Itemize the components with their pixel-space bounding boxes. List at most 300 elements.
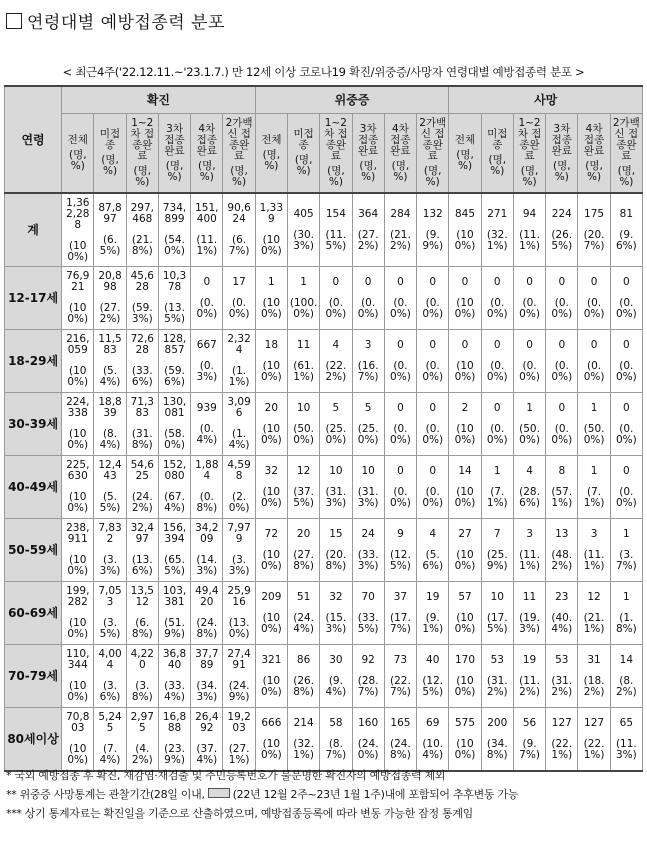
column-header-unit: (명, %) bbox=[327, 165, 345, 188]
table-cell bbox=[223, 708, 255, 772]
cell-percent: (0.0%) bbox=[228, 296, 250, 320]
cell-percent: (100%) bbox=[260, 359, 282, 383]
table-cell bbox=[481, 330, 513, 393]
cell-percent: (0.0%) bbox=[390, 359, 411, 383]
cell-count: 321 bbox=[261, 653, 282, 666]
cell-percent: (22.2%) bbox=[325, 359, 347, 383]
cell-percent: (59.3%) bbox=[131, 302, 153, 325]
cell-count: 27 bbox=[458, 527, 472, 540]
table-cell bbox=[578, 193, 610, 267]
table-cell bbox=[94, 708, 126, 772]
table-cell bbox=[255, 330, 287, 393]
column-header-unit: (명, %) bbox=[391, 159, 410, 183]
column-header-unit: (명, %) bbox=[230, 165, 248, 188]
column-header bbox=[352, 114, 384, 194]
cell-percent: (100%) bbox=[454, 548, 476, 572]
cell-percent: (33.3%) bbox=[357, 548, 379, 572]
table-cell bbox=[384, 267, 416, 330]
table-cell bbox=[352, 582, 384, 645]
cell-count: 23 bbox=[555, 590, 569, 603]
cell-count: 200 bbox=[487, 716, 508, 729]
column-header bbox=[578, 114, 610, 194]
column-header bbox=[481, 114, 513, 194]
table-cell bbox=[158, 645, 190, 708]
footnote-1: * 국외 예방접종 후 확진, 재감염·재검출 및 주민등록번호가 불분명한 확진자의 예방접종력 제외 bbox=[6, 769, 446, 782]
column-header-unit: (명, %) bbox=[198, 159, 216, 183]
cell-count: 94 bbox=[522, 207, 537, 220]
cell-percent: (21.8%) bbox=[131, 234, 153, 257]
cell-count: 405 bbox=[293, 207, 314, 220]
table-row bbox=[5, 645, 643, 708]
column-header-unit: (명, %) bbox=[617, 165, 636, 188]
cell-count: 10 bbox=[361, 464, 375, 477]
table-cell bbox=[610, 519, 642, 582]
table-cell bbox=[126, 519, 158, 582]
column-header-label: 2가백신 접종완료 bbox=[225, 117, 253, 162]
cell-percent: (100%) bbox=[67, 554, 89, 577]
cell-percent: (24.9%) bbox=[228, 680, 250, 703]
column-header-label: 미접종 bbox=[293, 128, 314, 151]
cell-percent: (48.2%) bbox=[551, 548, 573, 572]
column-header bbox=[546, 114, 578, 194]
group-header-confirmed: 확진 bbox=[62, 86, 256, 114]
cell-count: 103,381 bbox=[162, 585, 187, 608]
cell-count: 10 bbox=[490, 590, 504, 603]
cell-count: 1 bbox=[268, 275, 275, 288]
cell-count: 4,598 bbox=[227, 459, 251, 482]
cell-count: 4,220 bbox=[130, 648, 154, 671]
cell-count: 25,916 bbox=[227, 585, 251, 608]
cell-count: 45,628 bbox=[130, 270, 154, 293]
checkbox-square-icon bbox=[6, 13, 22, 29]
table-cell bbox=[546, 708, 578, 772]
cell-count: 3 bbox=[526, 527, 533, 540]
cell-percent: (0.0%) bbox=[390, 485, 411, 509]
age-cell: 40-49세 bbox=[5, 456, 62, 519]
cell-count: 37 bbox=[393, 590, 408, 603]
cell-count: 0 bbox=[493, 338, 501, 351]
cell-count: 939 bbox=[196, 401, 217, 414]
cell-count: 65 bbox=[619, 716, 634, 729]
table-cell bbox=[352, 645, 384, 708]
column-header bbox=[191, 114, 223, 194]
cell-percent: (0.0%) bbox=[615, 422, 637, 446]
cell-percent: (100%) bbox=[454, 359, 476, 383]
cell-percent: (100%) bbox=[454, 296, 476, 320]
table-cell bbox=[610, 645, 642, 708]
cell-percent: (27.8%) bbox=[293, 548, 315, 572]
cell-count: 224,338 bbox=[66, 396, 90, 419]
table-cell bbox=[513, 267, 545, 330]
table-cell bbox=[223, 267, 255, 330]
cell-percent: (100%) bbox=[260, 422, 282, 446]
cell-percent: (0.0%) bbox=[486, 422, 508, 446]
cell-percent: (20.8%) bbox=[325, 548, 347, 572]
table-cell bbox=[158, 267, 190, 330]
cell-count: 0 bbox=[429, 401, 437, 414]
cell-percent: (32.1%) bbox=[486, 228, 508, 252]
column-header-label: 4차 접종완료 bbox=[583, 122, 605, 157]
table-cell bbox=[352, 193, 384, 267]
cell-percent: (9.7%) bbox=[519, 737, 540, 761]
cell-count: 31 bbox=[587, 653, 601, 666]
table-cell bbox=[449, 267, 481, 330]
column-header bbox=[255, 114, 287, 194]
table-cell bbox=[94, 267, 126, 330]
table-row bbox=[5, 708, 643, 772]
cell-count: 225,630 bbox=[66, 459, 90, 482]
table-cell bbox=[610, 267, 642, 330]
cell-percent: (54.0%) bbox=[164, 234, 185, 257]
table-cell bbox=[287, 708, 319, 772]
cell-count: 56 bbox=[522, 716, 537, 729]
table-cell bbox=[223, 193, 255, 267]
column-header bbox=[384, 114, 416, 194]
cell-count: 666 bbox=[261, 716, 282, 729]
table-cell bbox=[255, 193, 287, 267]
table-cell bbox=[546, 193, 578, 267]
table-cell bbox=[158, 519, 190, 582]
legend-box-icon bbox=[208, 788, 230, 798]
table-cell bbox=[481, 193, 513, 267]
table-cell bbox=[255, 708, 287, 772]
table-row bbox=[5, 193, 643, 267]
cell-count: 0 bbox=[332, 275, 340, 288]
cell-percent: (7.1%) bbox=[486, 485, 508, 509]
table-cell bbox=[191, 267, 223, 330]
table-cell bbox=[546, 267, 578, 330]
cell-count: 11 bbox=[296, 338, 311, 351]
cell-percent: (0.0%) bbox=[325, 296, 347, 320]
cell-count: 70 bbox=[361, 590, 375, 603]
cell-percent: (3.5%) bbox=[99, 617, 121, 640]
cell-count: 175 bbox=[584, 207, 605, 220]
cell-count: 271 bbox=[487, 207, 508, 220]
cell-percent: (31.2%) bbox=[486, 674, 508, 698]
cell-percent: (1.8%) bbox=[615, 611, 637, 635]
table-cell bbox=[287, 519, 319, 582]
cell-count: 0 bbox=[623, 464, 630, 477]
cell-count: 70,803 bbox=[66, 711, 90, 734]
column-header-label: 4차 접종완료 bbox=[390, 122, 411, 157]
table-cell bbox=[158, 193, 190, 267]
cell-count: 128,857 bbox=[162, 333, 187, 356]
cell-percent: (13.6%) bbox=[131, 554, 153, 577]
cell-count: 2 bbox=[461, 401, 469, 414]
cell-percent: (100%) bbox=[260, 548, 282, 572]
age-cell: 계 bbox=[5, 193, 62, 267]
table-cell bbox=[255, 582, 287, 645]
cell-count: 14 bbox=[619, 653, 634, 666]
cell-count: 40 bbox=[426, 653, 440, 666]
cell-count: 0 bbox=[623, 401, 630, 414]
table-row bbox=[5, 330, 643, 393]
cell-percent: (11.5%) bbox=[325, 228, 347, 252]
cell-percent: (12.5%) bbox=[422, 674, 444, 698]
age-cell: 30-39세 bbox=[5, 393, 62, 456]
cell-count: 49,420 bbox=[195, 585, 219, 608]
cell-count: 7,832 bbox=[98, 522, 122, 545]
cell-count: 90,624 bbox=[227, 202, 251, 225]
cell-percent: (31.3%) bbox=[325, 485, 347, 509]
cell-count: 667 bbox=[196, 338, 217, 351]
table-cell bbox=[320, 645, 352, 708]
table-cell bbox=[513, 456, 545, 519]
cell-count: 18,839 bbox=[98, 396, 122, 419]
column-header bbox=[320, 114, 352, 194]
column-header bbox=[126, 114, 158, 194]
cell-percent: (26.8%) bbox=[293, 674, 315, 698]
cell-percent: (65.5%) bbox=[164, 554, 185, 577]
cell-count: 156,394 bbox=[162, 522, 187, 545]
cell-count: 575 bbox=[454, 716, 476, 729]
cell-percent: (0.0%) bbox=[390, 422, 411, 446]
age-header: 연령 bbox=[5, 86, 62, 193]
table-cell bbox=[158, 582, 190, 645]
cell-count: 1,884 bbox=[195, 459, 219, 482]
table-cell bbox=[191, 393, 223, 456]
cell-percent: (50.0%) bbox=[583, 422, 605, 446]
cell-percent: (0.0%) bbox=[486, 296, 508, 320]
column-header-unit: (명, %) bbox=[423, 165, 442, 188]
table-cell bbox=[352, 708, 384, 772]
cell-percent: (33.5%) bbox=[357, 611, 379, 635]
cell-percent: (13.5%) bbox=[164, 302, 185, 325]
cell-percent: (50.0%) bbox=[293, 422, 315, 446]
table-cell bbox=[94, 582, 126, 645]
cell-count: 30 bbox=[329, 653, 343, 666]
cell-percent: (17.5%) bbox=[486, 611, 508, 635]
column-header-unit: (명, %) bbox=[262, 148, 281, 172]
cell-percent: (0.0%) bbox=[519, 359, 540, 383]
cell-percent: (23.9%) bbox=[164, 743, 185, 766]
cell-count: 14 bbox=[458, 464, 472, 477]
cell-count: 216,059 bbox=[66, 333, 90, 356]
cell-percent: (34.8%) bbox=[486, 737, 508, 761]
column-header-unit: (명, %) bbox=[585, 159, 603, 183]
cell-count: 127 bbox=[584, 716, 605, 729]
cell-count: 154 bbox=[325, 207, 346, 220]
cell-percent: (27.2%) bbox=[99, 302, 121, 325]
cell-count: 297,468 bbox=[130, 202, 154, 225]
table-cell bbox=[417, 267, 449, 330]
cell-percent: (0.0%) bbox=[615, 359, 637, 383]
cell-percent: (30.3%) bbox=[293, 228, 315, 252]
cell-percent: (100%) bbox=[454, 422, 476, 446]
cell-percent: (7.4%) bbox=[99, 743, 121, 766]
cell-count: 1 bbox=[590, 401, 598, 414]
cell-percent: (100%) bbox=[67, 239, 89, 263]
table-cell bbox=[255, 267, 287, 330]
column-header bbox=[94, 114, 126, 194]
column-header-unit: (명, %) bbox=[133, 165, 152, 188]
table-cell bbox=[191, 456, 223, 519]
table-cell bbox=[126, 393, 158, 456]
cell-percent: (25.0%) bbox=[325, 422, 347, 446]
table-cell bbox=[223, 645, 255, 708]
cell-percent: (5.4%) bbox=[99, 365, 121, 388]
table-cell bbox=[578, 519, 610, 582]
cell-count: 199,282 bbox=[66, 585, 90, 608]
cell-percent: (0.0%) bbox=[422, 296, 444, 320]
cell-count: 0 bbox=[461, 338, 469, 351]
table-cell bbox=[449, 393, 481, 456]
column-header-label: 1~2차 접종완료 bbox=[130, 117, 155, 162]
cell-percent: (11.1%) bbox=[519, 548, 540, 572]
table-cell bbox=[287, 267, 319, 330]
cell-count: 19 bbox=[522, 653, 537, 666]
table-cell bbox=[158, 456, 190, 519]
cell-count: 1 bbox=[300, 275, 307, 288]
cell-count: 1,362,288 bbox=[66, 196, 90, 231]
cell-count: 4 bbox=[526, 464, 533, 477]
cell-count: 4 bbox=[332, 338, 340, 351]
cell-count: 1,339 bbox=[259, 202, 284, 225]
table-cell bbox=[513, 393, 545, 456]
cell-percent: (0.0%) bbox=[357, 296, 379, 320]
cell-percent: (100%) bbox=[67, 743, 89, 766]
cell-percent: (0.0%) bbox=[583, 359, 605, 383]
cell-percent: (9.4%) bbox=[325, 674, 347, 698]
column-header-unit: (명, %) bbox=[68, 148, 87, 172]
column-header bbox=[513, 114, 545, 194]
table-cell bbox=[352, 330, 384, 393]
cell-count: 3 bbox=[364, 338, 372, 351]
table-cell bbox=[384, 393, 416, 456]
table-cell bbox=[287, 393, 319, 456]
table-cell bbox=[449, 708, 481, 772]
table-cell bbox=[449, 519, 481, 582]
table-cell bbox=[94, 645, 126, 708]
cell-percent: (14.3%) bbox=[196, 554, 218, 577]
cell-count: 69 bbox=[426, 716, 440, 729]
cell-percent: (3.6%) bbox=[99, 680, 121, 703]
cell-percent: (17.7%) bbox=[390, 611, 411, 635]
cell-count: 0 bbox=[623, 338, 630, 351]
cell-percent: (11.3%) bbox=[615, 737, 637, 761]
cell-percent: (3.3%) bbox=[228, 554, 250, 577]
column-header-label: 전체 bbox=[67, 133, 88, 146]
cell-count: 20 bbox=[296, 527, 311, 540]
cell-count: 214 bbox=[293, 716, 314, 729]
table-cell bbox=[610, 393, 642, 456]
cell-count: 2,324 bbox=[227, 333, 251, 356]
cell-percent: (9.1%) bbox=[422, 611, 444, 635]
table-cell bbox=[384, 330, 416, 393]
cell-percent: (5.5%) bbox=[99, 491, 121, 514]
cell-count: 0 bbox=[526, 338, 533, 351]
cell-percent: (13.0%) bbox=[228, 617, 250, 640]
table-cell bbox=[417, 456, 449, 519]
cell-percent: (0.0%) bbox=[519, 296, 540, 320]
cell-count: 0 bbox=[558, 401, 566, 414]
table-body bbox=[5, 193, 643, 771]
cell-count: 72,628 bbox=[130, 333, 154, 356]
cell-count: 132 bbox=[422, 207, 443, 220]
cell-count: 284 bbox=[390, 207, 411, 220]
cell-count: 57 bbox=[458, 590, 472, 603]
column-header bbox=[610, 114, 642, 194]
column-header-unit: (명, %) bbox=[101, 154, 119, 177]
cell-count: 165 bbox=[390, 716, 411, 729]
table-cell bbox=[255, 393, 287, 456]
table-cell bbox=[449, 330, 481, 393]
cell-percent: (28.7%) bbox=[357, 674, 379, 698]
table-cell bbox=[610, 193, 642, 267]
table-cell bbox=[384, 645, 416, 708]
table-cell bbox=[320, 582, 352, 645]
cell-count: 0 bbox=[558, 338, 566, 351]
table-cell bbox=[62, 708, 94, 772]
table-cell bbox=[126, 330, 158, 393]
cell-count: 3,096 bbox=[227, 396, 251, 419]
cell-percent: (100%) bbox=[454, 611, 476, 635]
table-cell bbox=[384, 519, 416, 582]
table-cell bbox=[126, 267, 158, 330]
cell-percent: (0.3%) bbox=[196, 359, 218, 383]
table-cell bbox=[546, 330, 578, 393]
cell-count: 110,344 bbox=[66, 648, 90, 671]
table-cell bbox=[513, 519, 545, 582]
table-cell bbox=[384, 708, 416, 772]
table-cell bbox=[513, 193, 545, 267]
cell-count: 10 bbox=[296, 401, 311, 414]
cell-count: 1 bbox=[526, 401, 533, 414]
cell-percent: (0.0%) bbox=[551, 359, 573, 383]
column-header-unit: (명, %) bbox=[553, 159, 571, 183]
cell-count: 26,492 bbox=[195, 711, 219, 734]
column-header-label: 3차 접종완료 bbox=[164, 122, 185, 157]
table-cell bbox=[417, 708, 449, 772]
table-cell bbox=[94, 456, 126, 519]
cell-count: 12 bbox=[587, 590, 601, 603]
table-cell bbox=[287, 582, 319, 645]
cell-count: 17 bbox=[232, 275, 246, 288]
cell-percent: (0.0%) bbox=[551, 422, 573, 446]
cell-percent: (15.3%) bbox=[325, 611, 347, 635]
cell-count: 32 bbox=[329, 590, 343, 603]
title-text: 연령대별 예방접종력 분포 bbox=[27, 13, 225, 33]
table-caption: < 최근4주('22.12.11.~'23.1.7.) 만 12세 이상 코로나19 확진/위중증/사망자 연령대별 예방접종력 분포 > bbox=[62, 65, 585, 79]
table-cell bbox=[191, 193, 223, 267]
cell-count: 130,081 bbox=[162, 396, 187, 419]
table-cell bbox=[255, 519, 287, 582]
cell-count: 151,400 bbox=[195, 202, 219, 225]
table-cell bbox=[320, 330, 352, 393]
table-cell bbox=[481, 267, 513, 330]
column-header-label: 3차 접종완료 bbox=[551, 122, 572, 157]
cell-percent: (3.8%) bbox=[131, 680, 153, 703]
cell-count: 87,897 bbox=[98, 202, 122, 225]
table-cell bbox=[62, 582, 94, 645]
table-cell bbox=[62, 456, 94, 519]
cell-percent: (20.7%) bbox=[583, 228, 605, 252]
cell-count: 0 bbox=[429, 338, 437, 351]
cell-count: 0 bbox=[526, 275, 533, 288]
cell-count: 0 bbox=[397, 401, 404, 414]
column-header bbox=[449, 114, 481, 194]
table-cell bbox=[94, 393, 126, 456]
cell-percent: (18.2%) bbox=[583, 674, 605, 698]
cell-percent: (0.0%) bbox=[390, 296, 411, 320]
table-cell bbox=[449, 645, 481, 708]
age-cell: 80세이상 bbox=[5, 708, 62, 772]
table-cell bbox=[126, 708, 158, 772]
table-cell bbox=[610, 708, 642, 772]
cell-count: 7 bbox=[493, 527, 501, 540]
cell-count: 127 bbox=[551, 716, 572, 729]
cell-percent: (25.9%) bbox=[486, 548, 508, 572]
